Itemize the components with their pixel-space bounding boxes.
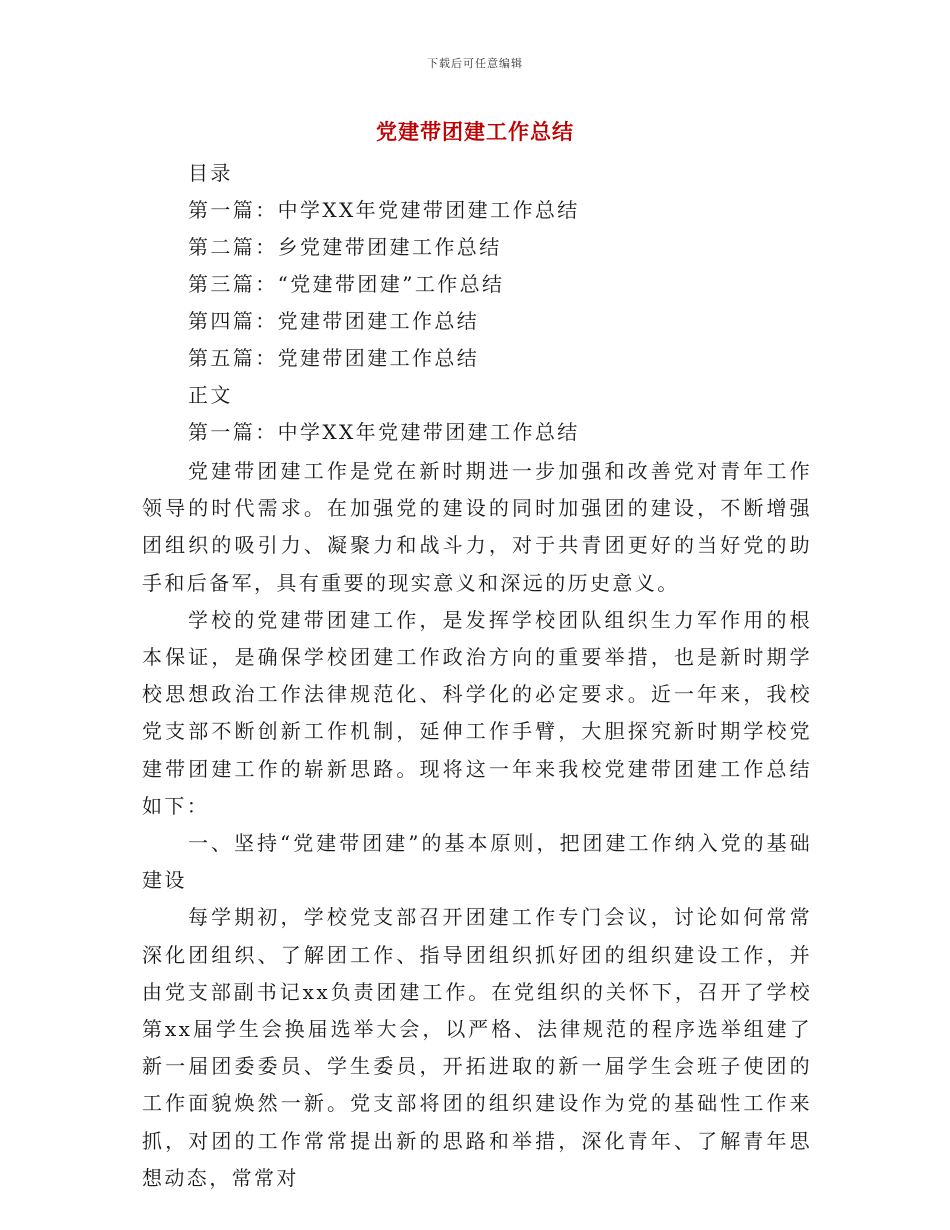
section-heading-paragraph: 一、坚持“党建带团建”的基本原则，把团建工作纳入党的基础建设 xyxy=(142,831,812,893)
section-title: 第一篇：中学XX年党建带团建工作总结 xyxy=(188,420,580,444)
toc-item: 第五篇：党建带团建工作总结 xyxy=(188,346,480,370)
toc-heading: 目录 xyxy=(188,161,233,185)
table-of-contents xyxy=(188,158,828,454)
toc-item: 第二篇：乡党建带团建工作总结 xyxy=(188,235,502,259)
toc-item: 第一篇：中学XX年党建带团建工作总结 xyxy=(188,198,580,222)
paragraph: 党建带团建工作是党在新时期进一步加强和改善党对青年工作领导的时代需求。在加强党的建设的同时加强团的建设，不断增强团组织的吸引力、凝聚力和战斗力，对于共青团更好的当好党的助手和后备军，具有重要的现实意义和深远的历史意义。 xyxy=(142,459,812,595)
body-text xyxy=(142,453,812,1197)
paragraph: 学校的党建带团建工作，是发挥学校团队组织生力军作用的根本保证，是确保学校团建工作政治方向的重要举措，也是新时期学校思想政治工作法律规范化、科学化的必定要求。近一年来，我校党支部不断创新工作机制，延伸工作手臂，大胆探究新时期学校党建带团建工作的崭新思路。现将这一年来我校党建带团建工作总结如下： xyxy=(142,607,812,818)
toc-item: 第四篇：党建带团建工作总结 xyxy=(188,309,480,333)
document-title: 党建带团建工作总结 xyxy=(376,119,574,144)
toc-item: 第三篇：“党建带团建”工作总结 xyxy=(188,272,505,296)
body-heading: 正文 xyxy=(188,383,233,407)
header-note: 下载后可任意编辑 xyxy=(427,57,523,70)
paragraph: 每学期初，学校党支部召开团建工作专门会议，讨论如何常常深化团组织、了解团工作、指导团组织抓好团的组织建设工作，并由党支部副书记xx负责团建工作。在党组织的关怀下，召开了学校第xx届学生会换届选举大会，以严格、法律规范的程序选举组建了新一届团委委员、学生委员，开拓进取的新一届学生会班子使团的工作面貌焕然一新。党支部将团的组织建设作为党的基础性工作来抓，对团的工作常常提出新的思路和举措，深化青年、了解青年思想动态，常常对 xyxy=(142,905,812,1190)
